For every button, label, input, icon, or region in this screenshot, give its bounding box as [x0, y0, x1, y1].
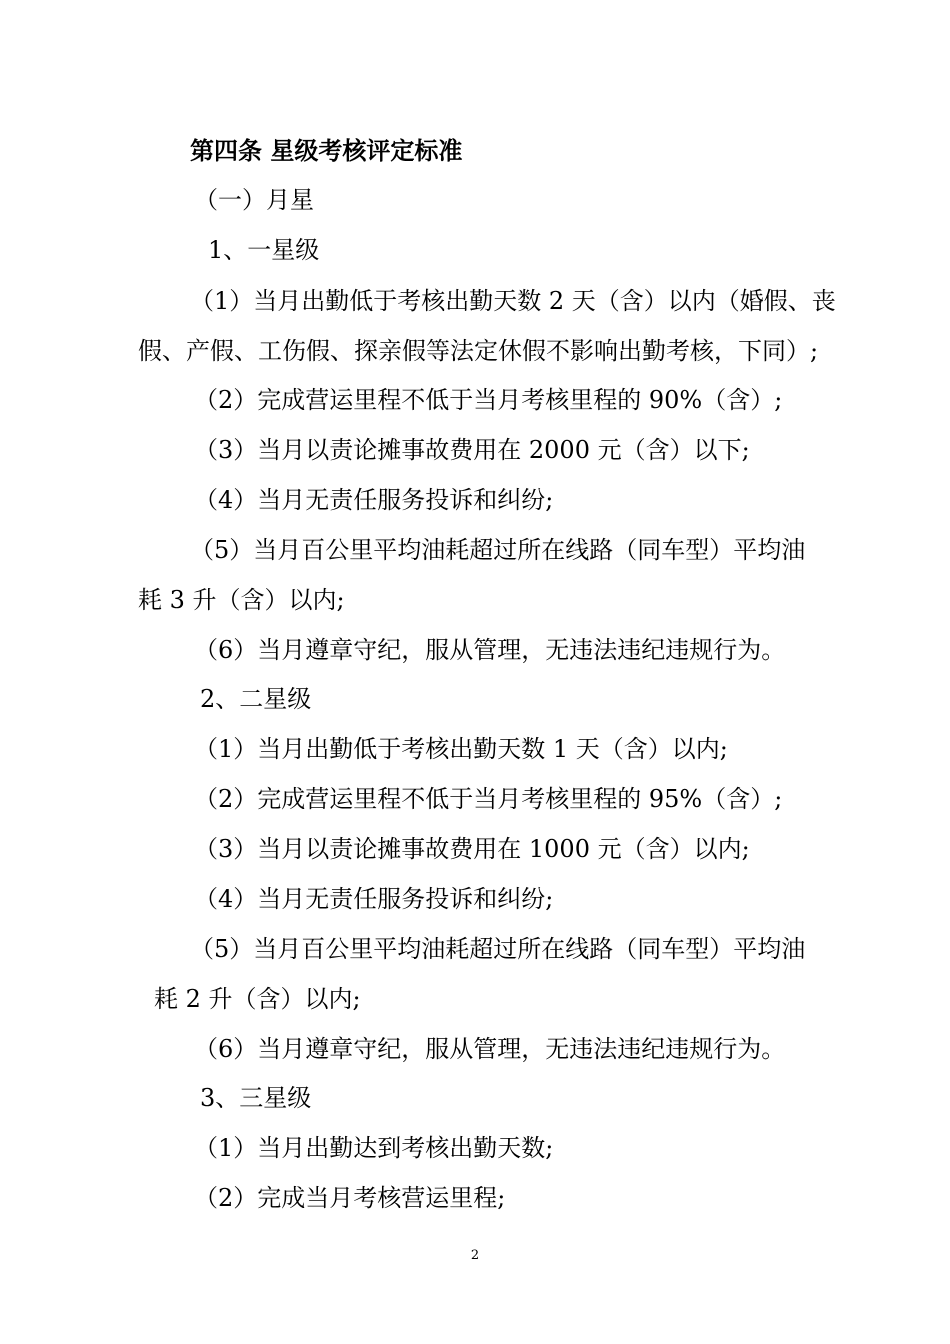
text-line: （1）当月出勤达到考核出勤天数;	[194, 1134, 554, 1162]
text-line: （3）当月以责论摊事故费用在 2000 元（含）以下;	[194, 436, 750, 464]
level-title: 1、一星级	[208, 236, 320, 264]
article-heading: 第四条 星级考核评定标准	[190, 136, 463, 165]
level-title: 3、三星级	[200, 1084, 312, 1112]
text-line: （2）完成营运里程不低于当月考核里程的 95%（含）;	[194, 785, 783, 813]
section-title: （一）月星	[194, 186, 314, 214]
text-line: （2）完成当月考核营运里程;	[194, 1184, 506, 1212]
text-line: （4）当月无责任服务投诉和纠纷;	[194, 486, 554, 514]
text-line: （6）当月遵章守纪，服从管理，无违法违纪违规行为。	[194, 636, 786, 664]
text-line: （1）当月出勤低于考核出勤天数 1 天（含）以内;	[194, 735, 728, 763]
text-line: 耗 2 升（含）以内;	[154, 985, 361, 1013]
text-line: （1）当月出勤低于考核出勤天数 2 天（含）以内（婚假、丧	[190, 287, 836, 315]
text-line: （3）当月以责论摊事故费用在 1000 元（含）以内;	[194, 835, 750, 863]
text-line: （4）当月无责任服务投诉和纠纷;	[194, 885, 554, 913]
text-line: 假、产假、工伤假、探亲假等法定休假不影响出勤考核，下同）;	[138, 337, 819, 365]
text-line: （5）当月百公里平均油耗超过所在线路（同车型）平均油	[190, 935, 806, 963]
level-title: 2、二星级	[200, 685, 312, 713]
text-line: （6）当月遵章守纪，服从管理，无违法违纪违规行为。	[194, 1035, 786, 1063]
text-line: 耗 3 升（含）以内;	[138, 586, 345, 614]
text-line: （2）完成营运里程不低于当月考核里程的 90%（含）;	[194, 386, 783, 414]
page-number: 2	[470, 1248, 480, 1263]
text-line: （5）当月百公里平均油耗超过所在线路（同车型）平均油	[190, 536, 806, 564]
